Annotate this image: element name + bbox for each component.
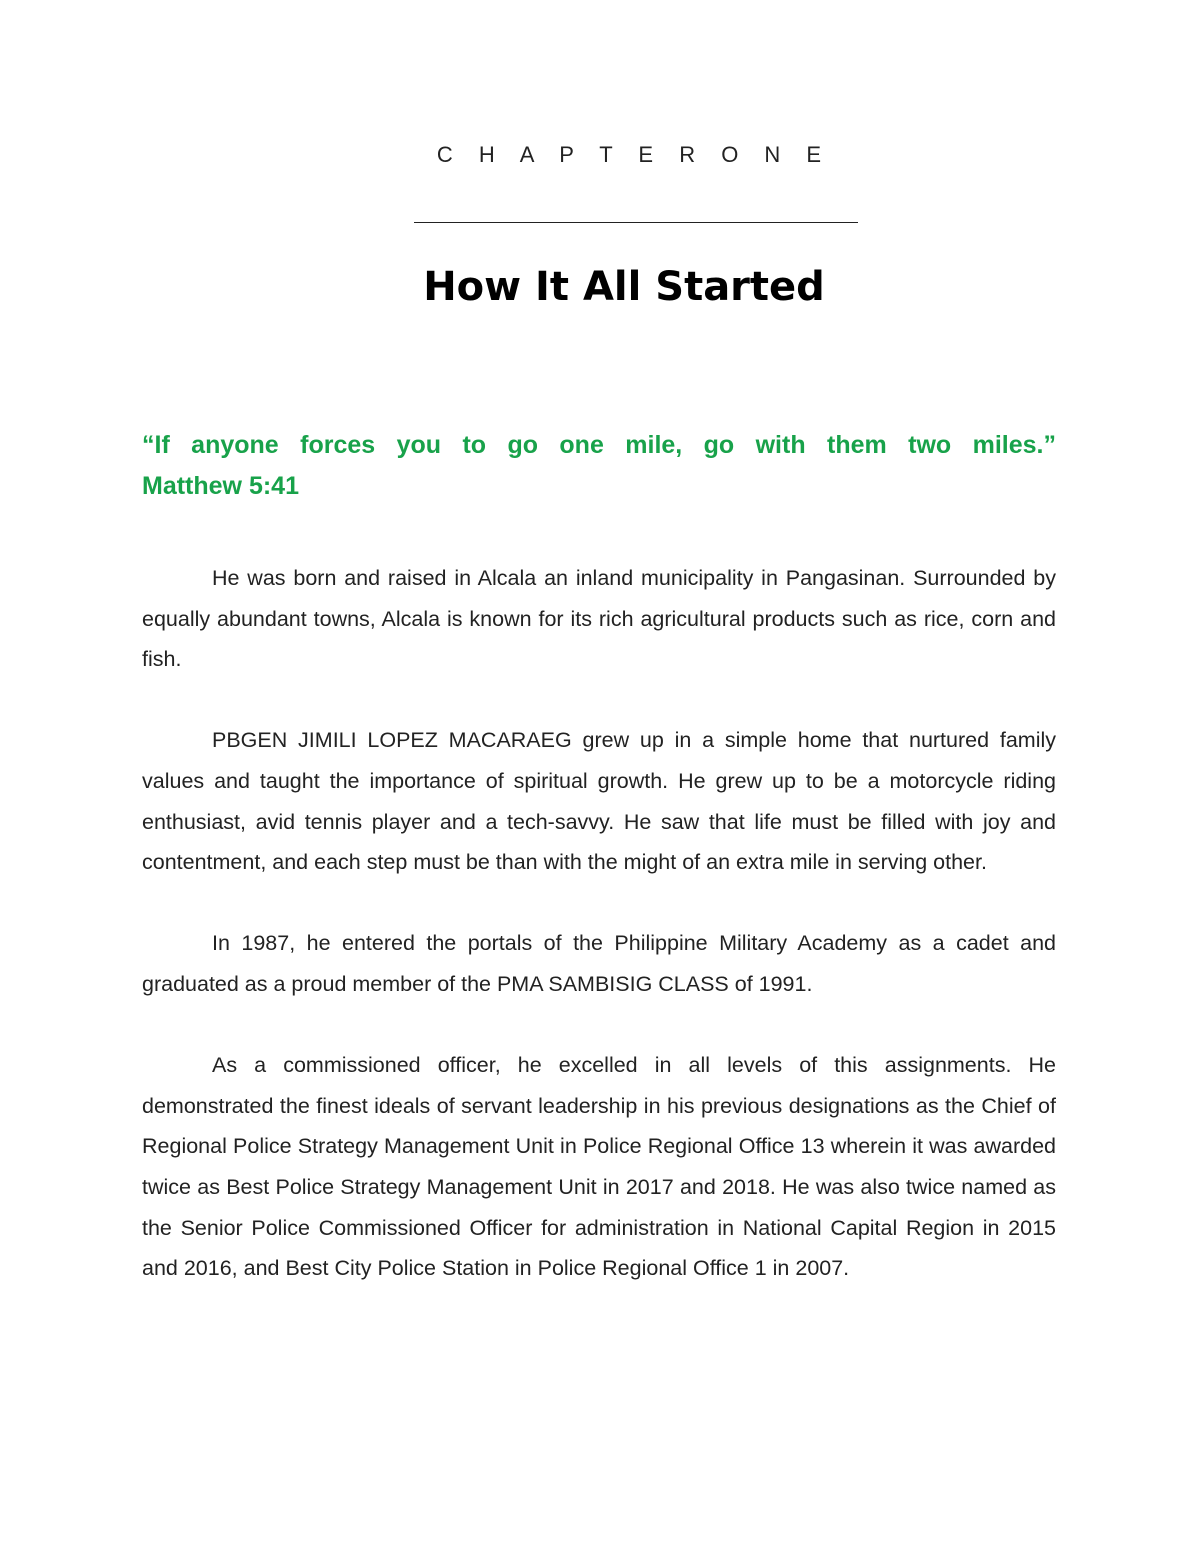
paragraph: In 1987, he entered the portals of the Philippine Military Academy as a cadet and graduated as a proud member of the PMA SAMBISIG CLASS of 1991. [142,931,1056,996]
epigraph-quote: “If anyone forces you to go one mile, go with them two miles.” [142,431,1056,459]
chapter-title: How It All Started [423,264,825,310]
paragraph: He was born and raised in Alcala an inland municipality in Pangasinan. Surrounded by equally abundant towns, Alcala is known for its rich agricultural products such as rice, corn and fish. [142,566,1056,672]
chapter-label: C H A P T E R O N E [436,142,832,167]
paragraph: PBGEN JIMILI LOPEZ MACARAEG grew up in a simple home that nurtured family values and taught the importance of spiritual growth. He grew up to be a motorcycle riding enthusiast, avid tennis player and a tech-savvy. He saw that life must be filled with joy and contentment, and each step must be than with the might of an extra mile in serving other. [142,728,1056,875]
body-text [142,558,1056,1329]
chapter-divider [414,222,858,223]
epigraph [142,425,1056,507]
epigraph-citation: Matthew 5:41 [142,472,299,500]
paragraph: As a commissioned officer, he excelled in all levels of this assignments. He demonstrated the finest ideals of servant leadership in his previous designations as the Chief of Regional Police Strategy Management Unit in Police Regional Office 13 wherein it was awarded twice as Best Police Strategy Management Unit in 2017 and 2018. He was also twice named as the Senior Police Commissioned Officer for administration in National Capital Region in 2015 and 2016, and Best City Police Station in Police Regional Office 1 in 2007. [142,1053,1056,1281]
